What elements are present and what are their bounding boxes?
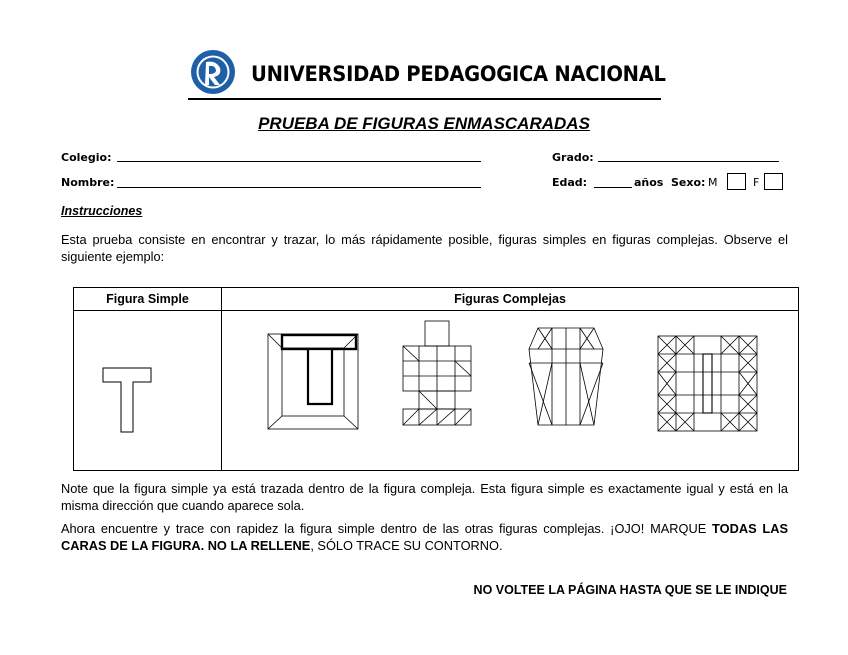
- col-header-simple: Figura Simple: [74, 288, 222, 311]
- colegio-label: Colegio:: [61, 151, 112, 164]
- university-name: UNIVERSIDAD PEDAGOGICA NACIONAL: [251, 62, 666, 86]
- complex-figures: [222, 311, 798, 465]
- edad-field[interactable]: [594, 187, 632, 188]
- complex-figure-1: [268, 334, 358, 429]
- grado-label: Grado:: [552, 151, 594, 164]
- nombre-label: Nombre:: [61, 176, 115, 189]
- example-table: [73, 287, 799, 471]
- anos-label: años: [634, 176, 664, 189]
- final-warning: NO VOLTEE LA PÁGINA HASTA QUE SE LE INDIQUE: [473, 583, 787, 597]
- sexo-f-checkbox[interactable]: [764, 173, 783, 190]
- simple-t-figure: [74, 311, 221, 465]
- complex-figure-4: [658, 336, 757, 431]
- sexo-m-checkbox[interactable]: [727, 173, 746, 190]
- now-paragraph: [61, 520, 788, 554]
- instructions-heading: Instrucciones: [61, 204, 143, 218]
- complex-figures-cell: [222, 311, 799, 471]
- complex-figure-2: [403, 321, 471, 425]
- test-title: PRUEBA DE FIGURAS ENMASCARADAS: [258, 114, 590, 133]
- complex-figure-3: [529, 328, 603, 425]
- header-rule: [188, 98, 661, 100]
- grado-field[interactable]: [598, 161, 779, 162]
- now-bold-text: TODAS LAS CARAS DE LA FIGURA. NO LA RELLENE: [61, 521, 788, 553]
- edad-label: Edad:: [552, 176, 588, 189]
- now-tail-text: , SÓLO TRACE SU CONTORNO.: [310, 538, 503, 553]
- sexo-m-label: M: [708, 176, 718, 189]
- note-paragraph: Note que la figura simple ya está trazada dentro de la figura compleja. Esta figura simple es exactamente igual y está en la misma dirección que cuando aparece sola.: [61, 481, 788, 513]
- nombre-field[interactable]: [117, 187, 481, 188]
- sexo-f-label: F: [753, 176, 760, 189]
- col-header-complex: Figuras Complejas: [222, 288, 799, 311]
- colegio-field[interactable]: [117, 161, 481, 162]
- sexo-label: Sexo:: [671, 176, 706, 189]
- university-logo: [190, 49, 236, 95]
- instructions-intro: Esta prueba consiste en encontrar y trazar, lo más rápidamente posible, figuras simples en figuras complejas. Observe el siguiente ejemplo:: [61, 232, 788, 264]
- simple-figure-cell: [74, 311, 222, 471]
- now-regular-text: Ahora encuentre y trace con rapidez la figura simple dentro de las otras figuras complejas. ¡OJO! MARQUE: [61, 521, 713, 536]
